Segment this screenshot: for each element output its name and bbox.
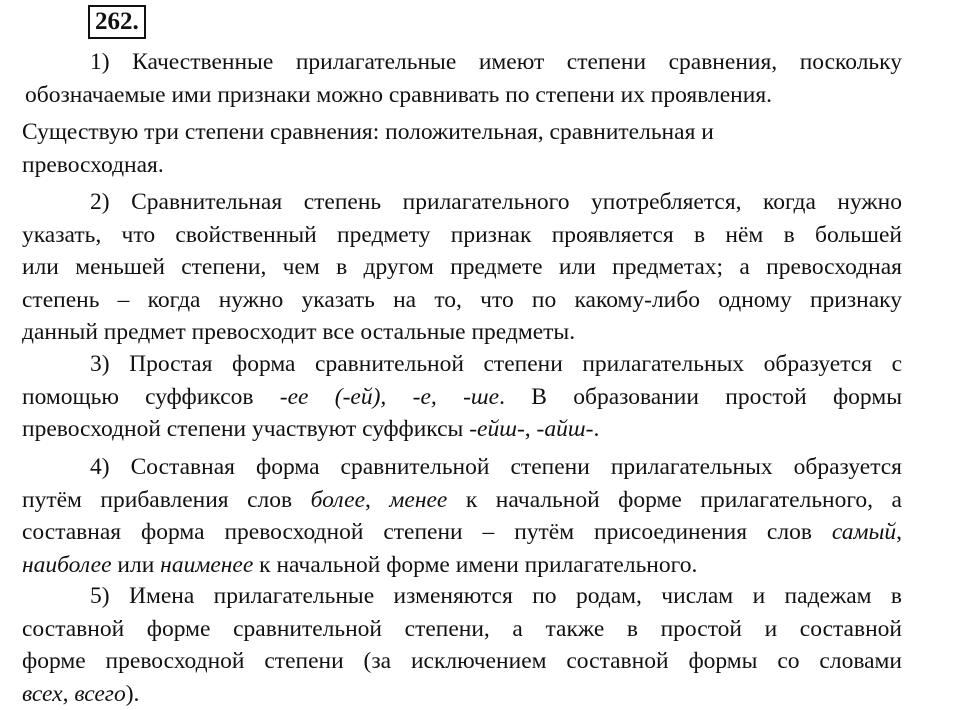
text-run: 5) Имена прилагательные изменяются по родам, числам и падежам в — [90, 583, 902, 609]
text-run: помощью суффиксов — [22, 384, 280, 410]
text-run: данный предмет превосходит все остальные предметы. — [22, 319, 575, 345]
text-line — [22, 149, 902, 182]
italic-word: менее — [389, 487, 447, 513]
text-run: составная форма превосходной степени – путём присоединения слов — [22, 519, 832, 545]
text-line — [22, 413, 902, 446]
text-run: степень – когда нужно указать на то, что по какому-либо одному признаку — [22, 287, 902, 313]
text-run: 2) Сравнительная степень прилагательного употребляется, когда нужно — [90, 189, 902, 215]
text-run: обозначаемые ими признаки можно сравнивать по степени их проявления. — [25, 82, 772, 108]
text-run: путём прибавления слов — [22, 487, 311, 513]
paragraph-3 — [22, 186, 902, 349]
text-run: 4) Составная форма сравнительной степени прилагательных образуется — [90, 454, 902, 480]
text-run: . — [593, 416, 599, 442]
text-run: 3) Простая форма сравнительной степени прилагательных образуется с — [90, 351, 902, 377]
italic-suffixes: -ее (-ей), -е, -ше — [280, 384, 499, 410]
text-line — [22, 46, 902, 79]
italic-word: самый — [832, 519, 896, 545]
text-line — [22, 516, 902, 549]
text-line — [22, 316, 902, 349]
text-line — [22, 116, 902, 149]
paragraph-5 — [22, 451, 902, 581]
paragraph-2 — [22, 116, 902, 181]
text-run: , — [365, 487, 389, 513]
text-line — [22, 613, 902, 646]
text-run: превосходной степени участвуют суффиксы — [22, 416, 469, 442]
text-run: , — [525, 416, 537, 442]
text-line — [22, 79, 902, 112]
paragraph-4 — [22, 348, 902, 446]
italic-word: наиболее — [22, 552, 112, 578]
text-run: . В образовании простой формы — [499, 384, 902, 410]
text-run: форме превосходной степени (за исключением составной формы со словами — [22, 648, 902, 674]
text-run: указать, что свойственный предмету признак проявляется в нём в большей — [22, 222, 902, 248]
text-run: составной форме сравнительной степени, а также в простой и составной — [22, 616, 902, 642]
exercise-number: 262. — [88, 5, 146, 39]
text-run: или — [112, 552, 161, 578]
text-line — [22, 284, 902, 317]
text-line — [22, 348, 902, 381]
text-line — [22, 186, 902, 219]
italic-suffix: -айш- — [537, 416, 594, 442]
paragraph-1 — [22, 46, 902, 111]
paragraph-6 — [22, 580, 902, 710]
text-line — [22, 219, 902, 252]
italic-word: наименее — [160, 552, 253, 578]
text-line — [22, 484, 902, 517]
italic-word: всего — [74, 681, 125, 707]
text-line — [22, 451, 902, 484]
text-run: или меньшей степени, чем в другом предмете или предметах; а превосходная — [22, 254, 902, 280]
text-line — [22, 251, 902, 284]
italic-word: всех — [22, 681, 63, 707]
text-line — [22, 580, 902, 613]
text-run: , — [63, 681, 75, 707]
text-run: Существую три степени сравнения: положительная, сравнительная и — [22, 119, 714, 145]
text-run: превосходная. — [22, 152, 164, 178]
text-line — [22, 381, 902, 414]
text-run: к начальной форме имени прилагательного. — [253, 552, 697, 578]
text-run: , — [896, 519, 902, 545]
text-line — [22, 645, 902, 678]
text-line — [22, 549, 902, 582]
text-run: к начальной форме прилагательного, а — [447, 487, 902, 513]
italic-word: более — [311, 487, 365, 513]
text-run: ). — [126, 681, 140, 707]
text-run: 1) Качественные прилагательные имеют степени сравнения, поскольку — [90, 49, 902, 75]
text-line — [22, 678, 902, 710]
italic-suffix: -ейш- — [469, 416, 525, 442]
